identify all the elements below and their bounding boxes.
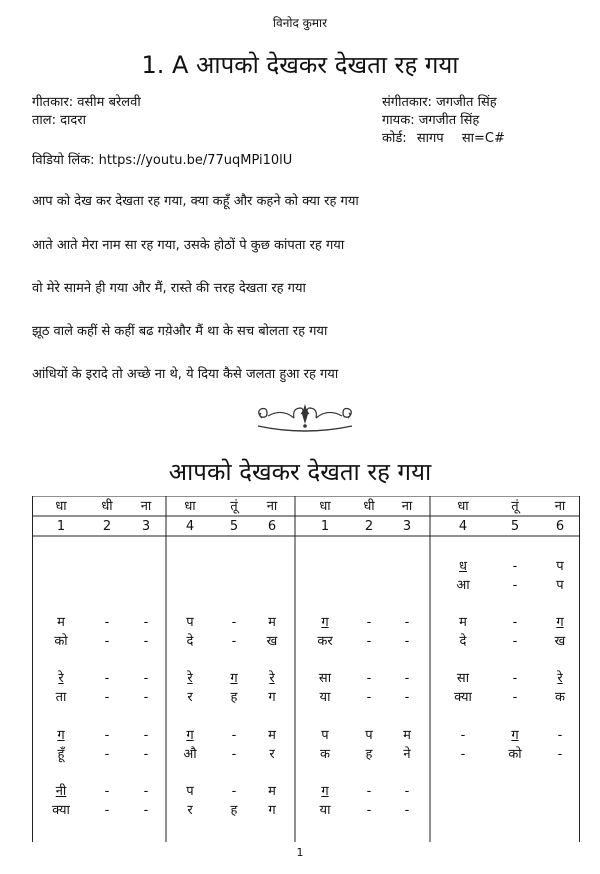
syllable-cell: - xyxy=(404,690,410,705)
syllable-cell: - xyxy=(143,690,149,705)
beat-cell: 3 xyxy=(402,519,412,534)
note-cell: म xyxy=(57,615,65,630)
syllable-cell: ने xyxy=(403,747,411,762)
beat-cell: 5 xyxy=(229,519,239,534)
chord-notes: सागप xyxy=(416,131,444,146)
syllable-cell: - xyxy=(557,747,563,762)
lyric-line: आते आते मेरा नाम सा रह गया, उसके होठों पे कुछ कांपता रह गया xyxy=(32,238,345,253)
beat-cell: 2 xyxy=(102,519,112,534)
note-cell: - xyxy=(512,671,518,686)
syllable-cell: कर xyxy=(317,634,333,649)
chord-label: कोर्ड: xyxy=(382,131,407,146)
note-cell: - xyxy=(231,615,237,630)
lyric-line: झूठ वाले कहीं से कहीं बढ गये़और मैं था के सच बोलता रह गया xyxy=(32,324,328,339)
page-number: 1 xyxy=(296,846,304,859)
syllable-cell: - xyxy=(404,803,410,818)
syllable-cell: प xyxy=(556,578,564,593)
note-cell: ग xyxy=(186,728,194,743)
syllable-cell: - xyxy=(231,747,237,762)
note-cell: प xyxy=(556,559,564,574)
note-cell: रे xyxy=(557,671,563,686)
singer: गायक: जगजीत सिंह xyxy=(382,113,480,128)
syllable-cell: - xyxy=(404,634,410,649)
lyric-line: वो मेरे सामने ही गया और मैं, रास्ते की त्तरह देखता रह गया xyxy=(32,281,306,296)
syllable-cell: क xyxy=(555,690,565,705)
note-cell: - xyxy=(366,615,372,630)
taal: ताल: दादरा xyxy=(32,113,86,128)
note-cell: म xyxy=(268,615,276,630)
note-cell: - xyxy=(143,728,149,743)
syllable-cell: ता xyxy=(55,690,67,705)
syllable-cell: आ xyxy=(456,578,470,593)
bol-cell: तूं xyxy=(230,499,238,514)
syllable-cell: - xyxy=(231,634,237,649)
note-cell: - xyxy=(104,671,110,686)
section-title: आपको देखकर देखता रह गया xyxy=(168,458,432,486)
beat-cell: 1 xyxy=(320,519,330,534)
syllable-cell: - xyxy=(104,747,110,762)
beat-cell: 4 xyxy=(458,519,468,534)
bol-cell: धी xyxy=(101,499,113,514)
syllable-cell: या xyxy=(319,690,331,705)
syllable-cell: - xyxy=(104,803,110,818)
syllable-cell: - xyxy=(366,803,372,818)
ornament-divider xyxy=(250,402,360,434)
syllable-cell: - xyxy=(512,578,518,593)
syllable-cell: - xyxy=(143,634,149,649)
syllable-cell: ग xyxy=(268,690,276,705)
syllable-cell: को xyxy=(508,747,522,762)
note-cell: - xyxy=(143,671,149,686)
lyric-line: आंधियों के इरादे तो अच्छे ना थे, ये दिया कैसे जलता हुआ रह गया xyxy=(32,367,339,382)
syllable-cell: - xyxy=(104,690,110,705)
syllable-cell: र xyxy=(187,803,193,818)
note-cell: ध xyxy=(459,559,467,574)
note-cell: ग xyxy=(511,728,519,743)
note-cell: - xyxy=(104,615,110,630)
bol-cell: धी xyxy=(363,499,375,514)
syllable-cell: ख xyxy=(554,634,566,649)
syllable-cell: - xyxy=(460,747,466,762)
lyric-line: आप को देख कर देखता रह गया, क्या कहूँ और कहने को क्या रह गया xyxy=(32,194,359,209)
syllable-cell: र xyxy=(187,690,193,705)
note-cell: - xyxy=(104,728,110,743)
note-cell: - xyxy=(512,559,518,574)
note-cell: सा xyxy=(456,671,470,686)
syllable-cell: - xyxy=(366,634,372,649)
note-cell: - xyxy=(512,615,518,630)
beat-cell: 3 xyxy=(141,519,151,534)
bol-cell: ना xyxy=(401,499,413,514)
syllable-cell: हूँ xyxy=(57,747,65,762)
note-cell: ग xyxy=(556,615,564,630)
note-cell: - xyxy=(404,671,410,686)
note-cell: म xyxy=(268,784,276,799)
note-cell: रे xyxy=(269,671,275,686)
syllable-cell: - xyxy=(512,690,518,705)
syllable-cell: औ xyxy=(183,747,197,762)
beat-cell: 2 xyxy=(364,519,374,534)
note-cell: - xyxy=(404,615,410,630)
syllable-cell: दे xyxy=(459,634,467,649)
syllable-cell: को xyxy=(54,634,68,649)
note-cell: ग xyxy=(230,671,238,686)
note-cell: म xyxy=(268,728,276,743)
chord-info xyxy=(382,128,505,146)
author-name: विनोद कुमार xyxy=(272,16,328,30)
note-cell: प xyxy=(186,784,194,799)
note-cell: रे xyxy=(187,671,193,686)
syllable-cell: - xyxy=(104,634,110,649)
syllable-cell: ह xyxy=(365,747,373,762)
syllable-cell: - xyxy=(512,634,518,649)
syllable-cell: - xyxy=(143,747,149,762)
beat-cell: 4 xyxy=(185,519,195,534)
bol-cell: धा xyxy=(457,499,469,514)
syllable-cell: - xyxy=(366,690,372,705)
syllable-cell: ह xyxy=(230,803,238,818)
syllable-cell: क्या xyxy=(52,803,70,818)
beat-cell: 6 xyxy=(267,519,277,534)
note-cell: - xyxy=(366,784,372,799)
note-cell: - xyxy=(104,784,110,799)
note-cell: - xyxy=(231,728,237,743)
note-cell: - xyxy=(231,784,237,799)
bol-cell: ना xyxy=(554,499,566,514)
syllable-cell: र xyxy=(269,747,275,762)
note-cell: प xyxy=(186,615,194,630)
note-cell: - xyxy=(366,671,372,686)
syllable-cell: ह xyxy=(230,690,238,705)
note-cell: प xyxy=(365,728,373,743)
note-cell: - xyxy=(143,784,149,799)
beat-cell: 1 xyxy=(56,519,66,534)
bol-cell: धा xyxy=(55,499,67,514)
note-cell: ग xyxy=(57,728,65,743)
note-cell: - xyxy=(143,615,149,630)
song-title: 1. A आपको देखकर देखता रह गया xyxy=(141,51,459,79)
note-cell: रे xyxy=(58,671,64,686)
chord-sa: सा=C# xyxy=(461,131,505,146)
bol-cell: ना xyxy=(140,499,152,514)
note-cell: म xyxy=(403,728,411,743)
note-cell: नी xyxy=(55,784,67,799)
syllable-cell: दे xyxy=(186,634,194,649)
bol-cell: धा xyxy=(319,499,331,514)
lyricist: गीतकार: वसीम बरेलवी xyxy=(32,95,141,110)
note-cell: - xyxy=(404,784,410,799)
note-cell: - xyxy=(460,728,466,743)
note-cell: ग xyxy=(321,784,329,799)
note-cell: प xyxy=(321,728,329,743)
syllable-cell: ग xyxy=(268,803,276,818)
video-link[interactable]: विडियो लिंक: https://youtu.be/77uqMPi10lU xyxy=(32,153,293,168)
note-cell: म xyxy=(459,615,467,630)
syllable-cell: क xyxy=(320,747,330,762)
note-cell: सा xyxy=(318,671,332,686)
composer: संगीतकार: जगजीत सिंह xyxy=(382,95,497,110)
note-cell: ग xyxy=(321,615,329,630)
syllable-cell: ख xyxy=(266,634,278,649)
bol-cell: ना xyxy=(266,499,278,514)
syllable-cell: क्या xyxy=(454,690,472,705)
beat-cell: 5 xyxy=(510,519,520,534)
beat-cell: 6 xyxy=(555,519,565,534)
note-cell: - xyxy=(557,728,563,743)
syllable-cell: - xyxy=(143,803,149,818)
syllable-cell: या xyxy=(319,803,331,818)
bol-cell: तूं xyxy=(511,499,519,514)
bol-cell: धा xyxy=(184,499,196,514)
